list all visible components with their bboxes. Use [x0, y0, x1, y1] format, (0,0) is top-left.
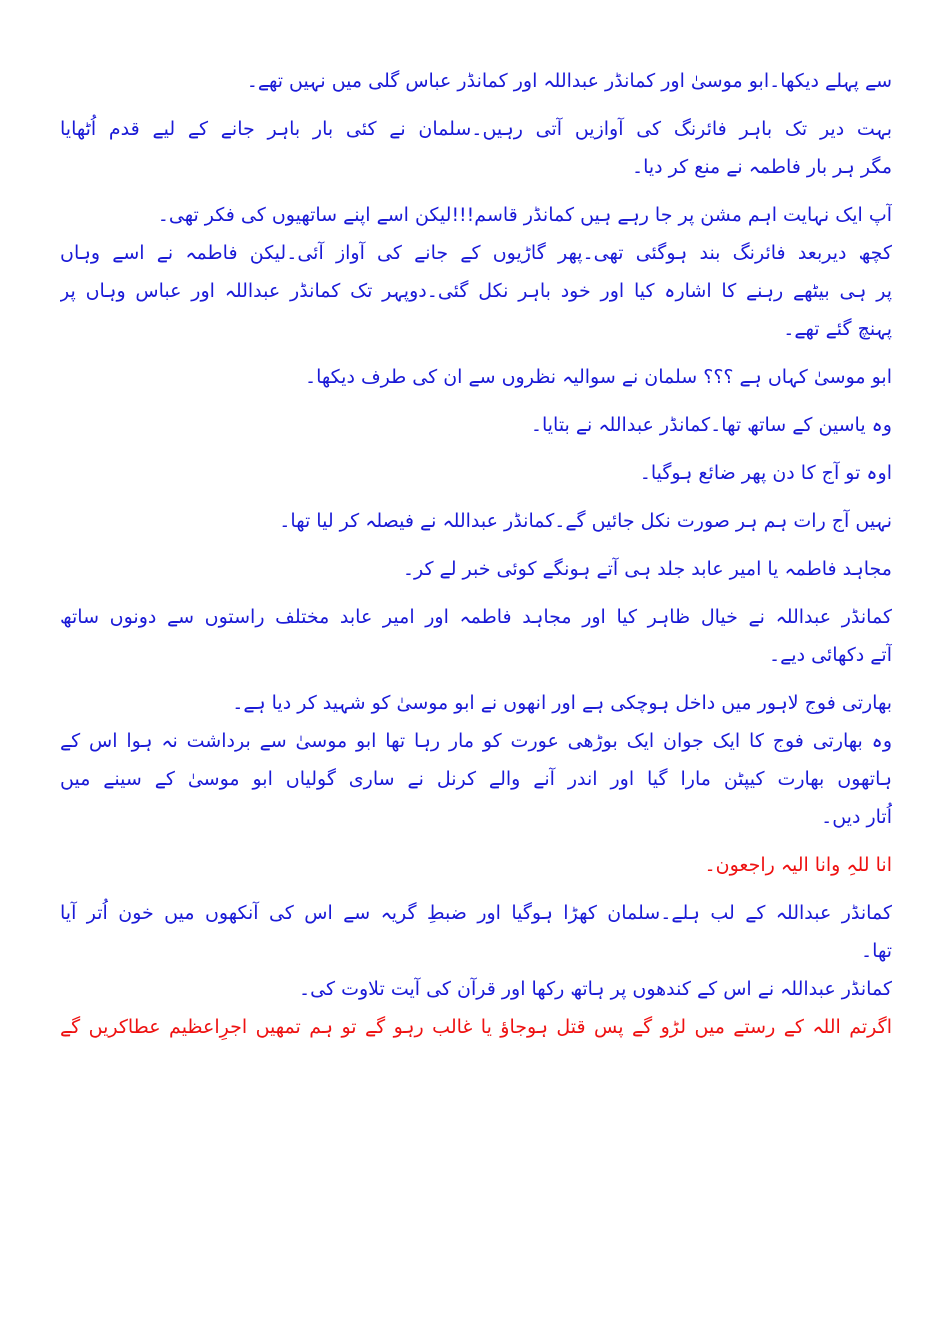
text-line: نہیں آج رات ہم ہر صورت نکل جائیں گے۔کمانڈر عبداللہ نے فیصلہ کر لیا تھا۔	[279, 510, 892, 532]
paragraph-red	[60, 1008, 892, 1046]
text-line: مگر ہر بار فاطمہ نے منع کر دیا۔	[631, 156, 892, 178]
paragraph	[60, 894, 892, 970]
text-line: کمانڈر عبداللہ نے اس کے کندھوں پر ہاتھ رکھا اور قرآن کی آیت تلاوت کی۔	[299, 978, 892, 1000]
text-line: پہنچ گئے تھے۔	[783, 318, 892, 340]
text-line: انا للہِ وانا الیہ راجعون۔	[704, 854, 892, 876]
paragraph	[60, 196, 892, 234]
text-line: کچھ دیربعد فائرنگ بند ہوگئی تھی۔پھر گاڑیوں کے جانے کی آواز آئی۔لیکن فاطمہ نے اسے وہاں	[60, 242, 892, 264]
paragraph	[60, 598, 892, 674]
text-line: بھارتی فوج لاہور میں داخل ہوچکی ہے اور انھوں نے ابو موسیٰ کو شہید کر دیا ہے۔	[232, 692, 892, 714]
paragraph	[60, 234, 892, 348]
text-line: تھا۔	[861, 940, 892, 962]
text-line: ابو موسیٰ کہاں ہے ؟؟؟ سلمان نے سوالیہ نظروں سے ان کی طرف دیکھا۔	[305, 366, 892, 388]
text-line: پر ہی بیٹھے رہنے کا اشارہ کیا اور خود باہر نکل گئی۔دوپہر تک کمانڈر عبداللہ اور عباس وہاں پر	[60, 280, 892, 302]
text-line: کمانڈر عبداللہ نے خیال ظاہر کیا اور مجاہد فاطمہ اور امیر عابد مختلف راستوں سے دونوں ساتھ	[60, 606, 892, 628]
text-line: آپ ایک نہایت اہم مشن پر جا رہے ہیں کمانڈر قاسم!!!لیکن اسے اپنے ساتھیوں کی فکر تھی۔	[157, 204, 892, 226]
text-line: اگرتم اللہ کے رستے میں لڑو گے پس قتل ہوجاؤ یا غالب رہو گے تو ہم تمھیں اجرِاعظیم عطاکریں گے	[60, 1016, 892, 1038]
text-line: مجاہد فاطمہ یا امیر عابد جلد ہی آتے ہونگے کوئی خبر لے کر۔	[402, 558, 892, 580]
paragraph	[60, 110, 892, 186]
text-line: وہ بھارتی فوج کا ایک جوان ایک بوڑھی عورت کو مار رہا تھا ابو موسیٰ سے برداشت نہ ہوا اس کے	[60, 730, 892, 752]
paragraph	[60, 722, 892, 836]
text-line: اُتار دیں۔	[821, 806, 892, 828]
paragraph	[60, 454, 892, 492]
paragraph	[60, 550, 892, 588]
text-line: کمانڈر عبداللہ کے لب ہلے۔سلمان کھڑا ہوگیا اور ضبطِ گریہ سے اس کی آنکھوں میں خون اُتر آیا	[60, 902, 892, 924]
text-line: اوہ تو آج کا دن پھر ضائع ہوگیا۔	[639, 462, 892, 484]
paragraph	[60, 684, 892, 722]
paragraph	[60, 970, 892, 1008]
paragraph	[60, 502, 892, 540]
text-line: بہت دیر تک باہر فائرنگ کی آوازیں آتی رہیں۔سلمان نے کئی بار باہر جانے کے لیے قدم اُٹھایا	[60, 118, 892, 140]
text-line: سے پہلے دیکھا۔ابو موسیٰ اور کمانڈر عبداللہ اور کمانڈر عباس گلی میں نہیں تھے۔	[246, 70, 892, 92]
document-page	[60, 62, 892, 1046]
text-line: ہاتھوں بھارت کیپٹن مارا گیا اور اندر آنے والے کرنل نے ساری گولیاں ابو موسیٰ کے سینے میں	[60, 768, 892, 790]
paragraph	[60, 358, 892, 396]
text-line: آتے دکھائی دیے۔	[769, 644, 892, 666]
paragraph	[60, 62, 892, 100]
text-line: وہ یاسین کے ساتھ تھا۔کمانڈر عبداللہ نے بتایا۔	[530, 414, 892, 436]
paragraph-red	[60, 846, 892, 884]
paragraph	[60, 406, 892, 444]
